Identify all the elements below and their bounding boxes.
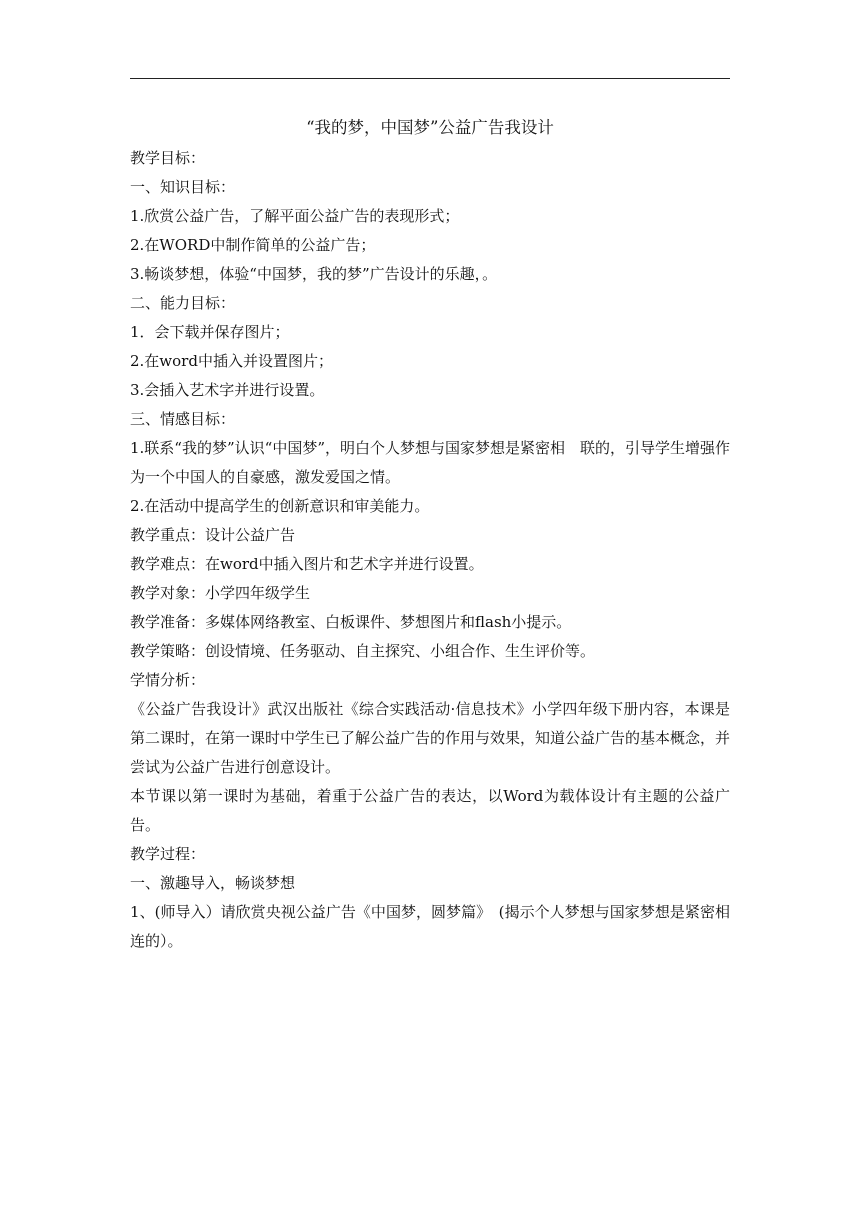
text-line: 3.畅谈梦想，体验“中国梦，我的梦”广告设计的乐趣，。 — [130, 265, 498, 283]
paragraph: 1.联系“我的梦”认识“中国梦”，明白个人梦想与国家梦想是紧密相 联的，引导学生增强作为一个中国人的自豪感，激发爱国之情。 — [130, 439, 730, 486]
paragraph: 《公益广告我设计》武汉出版社《综合实践活动·信息技术》小学四年级下册内容，本课是第二课时，在第一课时中学生已了解公益广告的作用与效果，知道公益广告的基本概念，并尝试为公益广告进行创意设计。 — [130, 700, 731, 776]
text-line: 教学策略：创设情境、任务驱动、自主探究、小组合作、生生评价等。 — [130, 642, 596, 660]
paragraph: 1、(师导入）请欣赏央视公益广告《中国梦，圆梦篇》 (揭示个人梦想与国家梦想是紧密相连的）。 — [130, 903, 730, 950]
text-line: 3.会插入艺术字并进行设置。 — [130, 381, 325, 399]
text-line: 二、能力目标： — [130, 294, 236, 312]
text-line: 教学重点：设计公益广告 — [130, 526, 296, 544]
text-line: 1．会下载并保存图片； — [130, 323, 290, 341]
header-rule — [130, 78, 730, 79]
text-line: 一、激趣导入，畅谈梦想 — [130, 874, 296, 892]
text-line: 教学对象：小学四年级学生 — [130, 584, 311, 602]
text-line: 教学准备：多媒体网络教室、白板课件、梦想图片和flash小提示。 — [130, 613, 572, 631]
text-line: 教学过程： — [130, 845, 206, 863]
text-line: 三、情感目标： — [130, 410, 236, 428]
text-line: 2.在WORD中制作简单的公益广告； — [130, 236, 376, 254]
paragraph: 本节课以第一课时为基础，着重于公益广告的表达，以Word为载体设计有主题的公益广告。 — [130, 787, 730, 834]
text-line: 2.在活动中提高学生的创新意识和审美能力。 — [130, 497, 430, 515]
text-line: 教学目标： — [130, 149, 206, 167]
document-body — [130, 112, 730, 956]
text-line: 教学难点：在word中插入图片和艺术字并进行设置。 — [130, 555, 484, 573]
text-line: 学情分析： — [130, 671, 206, 689]
text-line: 1.欣赏公益广告，了解平面公益广告的表现形式； — [130, 207, 460, 225]
text-line: 2.在word中插入并设置图片； — [130, 352, 333, 370]
document-title: “我的梦，中国梦”公益广告我设计 — [306, 118, 554, 137]
text-line: 一、知识目标： — [130, 178, 236, 196]
